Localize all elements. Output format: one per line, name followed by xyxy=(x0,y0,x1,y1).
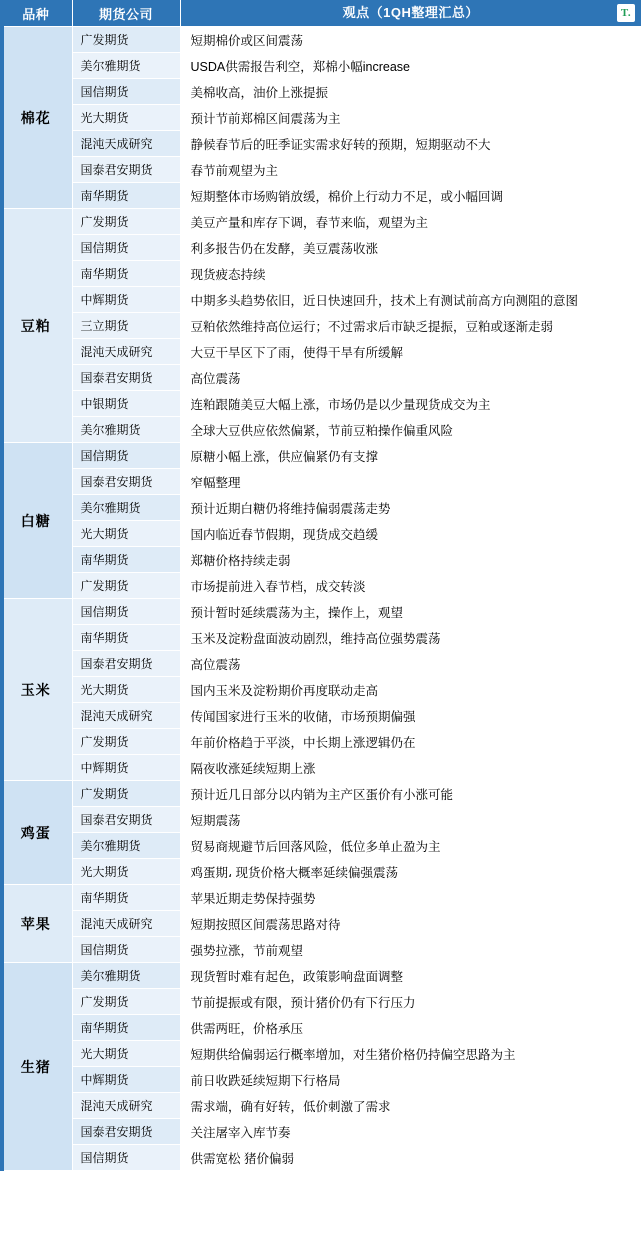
company-cell: 广发期货 xyxy=(72,729,180,755)
table-row xyxy=(0,1145,641,1171)
company-cell: 美尔雅期货 xyxy=(72,495,180,521)
table-row xyxy=(0,937,641,963)
company-cell: 混沌天成研究 xyxy=(72,911,180,937)
company-cell: 南华期货 xyxy=(72,547,180,573)
table-row xyxy=(0,729,641,755)
company-cell: 国泰君安期货 xyxy=(72,469,180,495)
company-cell: 光大期货 xyxy=(72,677,180,703)
table-row xyxy=(0,261,641,287)
table-row xyxy=(0,781,641,807)
company-cell: 混沌天成研究 xyxy=(72,131,180,157)
view-cell: 预计近几日部分以内销为主产区蛋价有小涨可能 xyxy=(180,781,641,807)
view-cell: 玉米及淀粉盘面波动剧烈，维持高位强势震荡 xyxy=(180,625,641,651)
view-cell: 美豆产量和库存下调，春节来临，观望为主 xyxy=(180,209,641,235)
company-cell: 国泰君安期货 xyxy=(72,807,180,833)
view-cell: 原糖小幅上涨，供应偏紧仍有支撑 xyxy=(180,443,641,469)
view-cell: 预计节前郑棉区间震荡为主 xyxy=(180,105,641,131)
company-cell: 国泰君安期货 xyxy=(72,157,180,183)
view-cell: USDA供需报告利空，郑棉小幅increase xyxy=(180,53,641,79)
view-cell: 市场提前进入春节档，成交转淡 xyxy=(180,573,641,599)
view-cell: 郑糖价格持续走弱 xyxy=(180,547,641,573)
table-row xyxy=(0,391,641,417)
company-cell: 美尔雅期货 xyxy=(72,963,180,989)
view-cell: 大豆干旱区下了雨，使得干旱有所缓解 xyxy=(180,339,641,365)
view-cell: 预计暂时延续震荡为主，操作上，观望 xyxy=(180,599,641,625)
table-row xyxy=(0,703,641,729)
company-cell: 美尔雅期货 xyxy=(72,53,180,79)
company-cell: 南华期货 xyxy=(72,625,180,651)
table-row xyxy=(0,521,641,547)
table-row xyxy=(0,807,641,833)
company-cell: 广发期货 xyxy=(72,27,180,53)
header-variety: 品种 xyxy=(0,0,72,27)
view-cell: 供需宽松 猪价偏弱 xyxy=(180,1145,641,1171)
view-cell: 需求端，确有好转，低价刺激了需求 xyxy=(180,1093,641,1119)
variety-cell: 棉花 xyxy=(0,27,72,209)
view-cell: 短期按照区间震荡思路对待 xyxy=(180,911,641,937)
company-cell: 国信期货 xyxy=(72,1145,180,1171)
view-cell: 国内临近春节假期，现货成交趋缓 xyxy=(180,521,641,547)
view-cell: 鸡蛋期، 现货价格大概率延续偏强震荡 xyxy=(180,859,641,885)
header-view-label: 观点（1QH整理汇总） xyxy=(342,5,479,20)
table-row xyxy=(0,287,641,313)
table-row xyxy=(0,599,641,625)
view-cell: 短期供给偏弱运行概率增加，对生猪价格仍持偏空思路为主 xyxy=(180,1041,641,1067)
company-cell: 国泰君安期货 xyxy=(72,651,180,677)
table-row xyxy=(0,339,641,365)
view-cell: 中期多头趋势依旧，近日快速回升，技术上有测试前高方向测阻的意图 xyxy=(180,287,641,313)
variety-cell: 鸡蛋 xyxy=(0,781,72,885)
company-cell: 混沌天成研究 xyxy=(72,339,180,365)
view-cell: 年前价格趋于平淡，中长期上涨逻辑仍在 xyxy=(180,729,641,755)
table-row xyxy=(0,885,641,911)
header-row xyxy=(0,0,641,27)
company-cell: 国泰君安期货 xyxy=(72,1119,180,1145)
company-cell: 中银期货 xyxy=(72,391,180,417)
company-cell: 南华期货 xyxy=(72,183,180,209)
table-row xyxy=(0,313,641,339)
variety-cell: 生猪 xyxy=(0,963,72,1171)
table-row xyxy=(0,911,641,937)
company-cell: 中辉期货 xyxy=(72,1067,180,1093)
view-cell: 高位震荡 xyxy=(180,651,641,677)
company-cell: 光大期货 xyxy=(72,521,180,547)
company-cell: 广发期货 xyxy=(72,209,180,235)
table-row xyxy=(0,651,641,677)
table-row xyxy=(0,417,641,443)
company-cell: 国信期货 xyxy=(72,937,180,963)
company-cell: 混沌天成研究 xyxy=(72,1093,180,1119)
table-row xyxy=(0,53,641,79)
table-row xyxy=(0,27,641,53)
company-cell: 南华期货 xyxy=(72,885,180,911)
company-cell: 混沌天成研究 xyxy=(72,703,180,729)
view-cell: 强势拉涨，节前观望 xyxy=(180,937,641,963)
table-row xyxy=(0,677,641,703)
table-row xyxy=(0,79,641,105)
table-row xyxy=(0,625,641,651)
variety-cell: 玉米 xyxy=(0,599,72,781)
company-cell: 广发期货 xyxy=(72,573,180,599)
table-row xyxy=(0,183,641,209)
view-cell: 前日收跌延续短期下行格局 xyxy=(180,1067,641,1093)
view-cell: 静候春节后的旺季证实需求好转的预期，短期驱动不大 xyxy=(180,131,641,157)
view-cell: 节前提振或有限，预计猪价仍有下行压力 xyxy=(180,989,641,1015)
table-row xyxy=(0,547,641,573)
view-cell: 春节前观望为主 xyxy=(180,157,641,183)
company-cell: 美尔雅期货 xyxy=(72,833,180,859)
view-cell: 关注屠宰入库节奏 xyxy=(180,1119,641,1145)
view-cell: 贸易商规避节后回落风险，低位多单止盈为主 xyxy=(180,833,641,859)
view-cell: 短期震荡 xyxy=(180,807,641,833)
table-header xyxy=(0,0,641,27)
table-row xyxy=(0,1015,641,1041)
view-cell: 隔夜收涨延续短期上涨 xyxy=(180,755,641,781)
variety-cell: 白糖 xyxy=(0,443,72,599)
company-cell: 南华期货 xyxy=(72,1015,180,1041)
table-row xyxy=(0,105,641,131)
table-row xyxy=(0,131,641,157)
table-row xyxy=(0,235,641,261)
table-row xyxy=(0,365,641,391)
company-cell: 中辉期货 xyxy=(72,755,180,781)
company-cell: 国信期货 xyxy=(72,599,180,625)
table-row xyxy=(0,1041,641,1067)
table-row xyxy=(0,1093,641,1119)
table-row xyxy=(0,755,641,781)
view-cell: 连粕跟随美豆大幅上涨，市场仍是以少量现货成交为主 xyxy=(180,391,641,417)
view-cell: 国内玉米及淀粉期价再度联动走高 xyxy=(180,677,641,703)
table-row xyxy=(0,989,641,1015)
table-row xyxy=(0,833,641,859)
view-cell: 现货暂时难有起色，政策影响盘面调整 xyxy=(180,963,641,989)
header-view xyxy=(180,0,641,27)
view-cell: 现货疲态持续 xyxy=(180,261,641,287)
brand-logo-icon: T. xyxy=(617,4,635,22)
company-cell: 国泰君安期货 xyxy=(72,365,180,391)
left-edge-strip xyxy=(0,0,4,1171)
view-cell: 利多报告仍在发酵，美豆震荡收涨 xyxy=(180,235,641,261)
view-cell: 窄幅整理 xyxy=(180,469,641,495)
company-cell: 南华期货 xyxy=(72,261,180,287)
table-row xyxy=(0,859,641,885)
company-cell: 光大期货 xyxy=(72,105,180,131)
variety-cell: 豆粕 xyxy=(0,209,72,443)
view-cell: 高位震荡 xyxy=(180,365,641,391)
header-company: 期货公司 xyxy=(72,0,180,27)
company-cell: 国信期货 xyxy=(72,235,180,261)
table-body xyxy=(0,27,641,1171)
view-cell: 美棉收高，油价上涨提振 xyxy=(180,79,641,105)
view-cell: 短期棉价或区间震荡 xyxy=(180,27,641,53)
company-cell: 美尔雅期货 xyxy=(72,417,180,443)
view-cell: 预计近期白糖仍将维持偏弱震荡走势 xyxy=(180,495,641,521)
company-cell: 光大期货 xyxy=(72,1041,180,1067)
view-cell: 供需两旺，价格承压 xyxy=(180,1015,641,1041)
company-cell: 广发期货 xyxy=(72,781,180,807)
table-row xyxy=(0,963,641,989)
company-cell: 广发期货 xyxy=(72,989,180,1015)
company-cell: 国信期货 xyxy=(72,79,180,105)
table-row xyxy=(0,157,641,183)
table-row xyxy=(0,573,641,599)
company-cell: 国信期货 xyxy=(72,443,180,469)
table-row xyxy=(0,209,641,235)
table-row xyxy=(0,495,641,521)
view-cell: 短期整体市场购销放缓，棉价上行动力不足，或小幅回调 xyxy=(180,183,641,209)
company-cell: 光大期货 xyxy=(72,859,180,885)
view-cell: 传闻国家进行玉米的收储，市场预期偏强 xyxy=(180,703,641,729)
view-cell: 全球大豆供应依然偏紧，节前豆粕操作偏重风险 xyxy=(180,417,641,443)
table-row xyxy=(0,469,641,495)
table-row xyxy=(0,1119,641,1145)
view-cell: 苹果近期走势保持强势 xyxy=(180,885,641,911)
view-cell: 豆粕依然维持高位运行；不过需求后市缺乏提振，豆粕或逐渐走弱 xyxy=(180,313,641,339)
company-cell: 中辉期货 xyxy=(72,287,180,313)
company-cell: 三立期货 xyxy=(72,313,180,339)
variety-cell: 苹果 xyxy=(0,885,72,963)
table-row xyxy=(0,1067,641,1093)
table-row xyxy=(0,443,641,469)
